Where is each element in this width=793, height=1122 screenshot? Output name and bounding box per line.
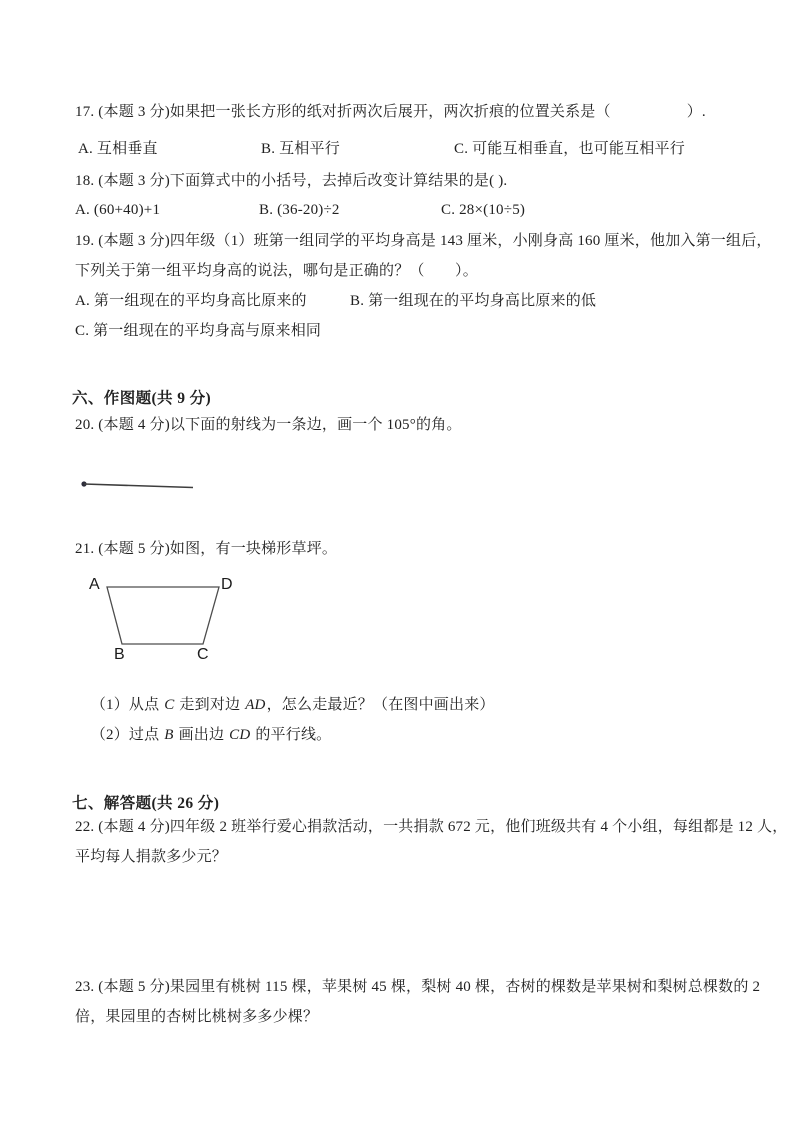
- sub1-var-ad: AD: [245, 697, 266, 713]
- question-17-option-b: B. 互相平行: [261, 141, 340, 157]
- question-17-option-a: A. 互相垂直: [78, 141, 158, 157]
- question-18-option-b: B. (36-20)÷2: [259, 202, 340, 218]
- question-22-line1: 22. (本题 4 分)四年级 2 班举行爱心捐款活动，一共捐款 672 元，他们班级共有 4 个小组，每组都是 12 人，: [75, 819, 788, 835]
- sub2-var-b: B: [164, 727, 174, 743]
- question-23-line2: 倍，果园里的杏树比桃树多多少棵？: [75, 1009, 319, 1025]
- sub1-text-prefix: （1）从点: [90, 697, 164, 713]
- question-17-stem: 17. (本题 3 分)如果把一张长方形的纸对折两次后展开，两次折痕的位置关系是（ ）.: [75, 104, 706, 120]
- question-21-stem: 21. (本题 5 分)如图，有一块梯形草坪。: [75, 541, 338, 557]
- vertex-label-b: B: [114, 646, 125, 663]
- sub2-var-cd: CD: [229, 727, 251, 743]
- vertex-label-d: D: [221, 576, 233, 593]
- trapezoid-figure: [100, 580, 230, 652]
- question-18-option-a: A. (60+40)+1: [75, 202, 161, 218]
- sub1-text-suffix: ，怎么走最近？（在图中画出来）: [266, 697, 495, 713]
- trapezoid-outline: [107, 587, 219, 644]
- question-19-stem-line2: 下列关于第一组平均身高的说法，哪句是正确的？（ ）。: [75, 263, 478, 279]
- question-21-sub2: [75, 708, 331, 762]
- ray-line: [84, 484, 193, 488]
- sub2-text-suffix: 的平行线。: [251, 727, 332, 743]
- question-23-line1: 23. (本题 5 分)果园里有桃树 115 棵，苹果树 45 棵，梨树 40 棵，杏树的棵数是苹果树和梨树总棵数的 2: [75, 979, 761, 995]
- question-22-line2: 平均每人捐款多少元？: [75, 849, 228, 865]
- sub2-text-mid: 画出边: [174, 727, 229, 743]
- question-17-option-c: C. 可能互相垂直，也可能互相平行: [454, 141, 685, 157]
- question-19-option-a: A. 第一组现在的平均身高比原来的: [75, 293, 307, 309]
- question-19-option-b: B. 第一组现在的平均身高比原来的低: [350, 293, 597, 309]
- vertex-label-a: A: [89, 576, 100, 593]
- question-19-stem-line1: 19. (本题 3 分)四年级（1）班第一组同学的平均身高是 143 厘米，小刚身高 160 厘米，他加入第一组后，: [75, 233, 772, 249]
- ray-figure: [78, 477, 200, 493]
- question-18-stem: 18. (本题 3 分)下面算式中的小括号，去掉后改变计算结果的是( ).: [75, 173, 508, 189]
- sub1-var-c: C: [164, 697, 175, 713]
- question-18-option-c: C. 28×(10÷5): [441, 202, 526, 218]
- sub2-text-prefix: （2）过点: [90, 727, 164, 743]
- sub1-text-mid: 走到对边: [175, 697, 245, 713]
- section-six-heading: 六、作图题(共 9 分): [72, 390, 212, 407]
- question-20-stem: 20. (本题 4 分)以下面的射线为一条边，画一个 105°的角。: [75, 417, 462, 433]
- section-seven-heading: 七、解答题(共 26 分): [72, 795, 220, 812]
- vertex-label-c: C: [197, 646, 209, 663]
- question-19-option-c: C. 第一组现在的平均身高与原来相同: [75, 323, 322, 339]
